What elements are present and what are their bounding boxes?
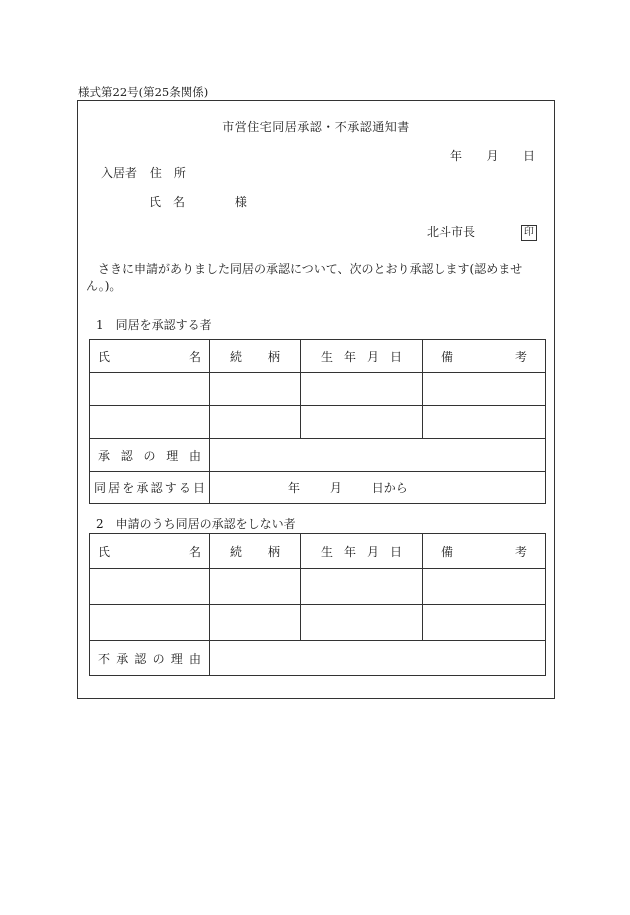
section1-header-row: [90, 340, 546, 373]
section2-header-row: [90, 534, 546, 569]
header-remarks-char: 備: [441, 544, 454, 559]
table-row: [90, 569, 546, 605]
header-remarks-char: 考: [514, 349, 527, 364]
header-birthdate-char: 生: [321, 349, 334, 364]
document-title: 市営住宅同居承認・不承認通知書: [222, 120, 410, 134]
reason-char: 理: [166, 448, 179, 463]
header-relationship-char: 続: [230, 349, 243, 364]
section2-table: [89, 533, 546, 676]
reason-char: 不: [98, 651, 111, 666]
year-label: 年: [450, 149, 463, 163]
approval-reason-row: [90, 439, 546, 472]
table-row: [90, 406, 546, 439]
header-relationship-char: 柄: [267, 544, 280, 559]
header-name: [90, 340, 210, 373]
date-label-char: を: [122, 481, 135, 495]
approval-month-label: 月: [329, 481, 342, 495]
approval-date-row: [90, 472, 546, 504]
resident-address-row: [101, 164, 186, 181]
birthdate-cell[interactable]: [301, 406, 423, 439]
section1-table: [89, 339, 546, 504]
disapproval-reason-value[interactable]: [210, 641, 546, 676]
header-birthdate-char: 日: [389, 349, 402, 364]
birthdate-cell[interactable]: [301, 569, 423, 605]
header-name-char: 名: [188, 544, 201, 559]
section1-heading: 1 同居を承認する者: [96, 318, 212, 332]
header-name-char: 名: [188, 349, 201, 364]
relationship-cell[interactable]: [210, 406, 301, 439]
date-label-char: 同: [94, 481, 107, 495]
date-label-char: 承: [136, 481, 149, 495]
name-cell[interactable]: [90, 406, 210, 439]
approval-day-from-label: 日から: [371, 481, 408, 495]
header-relationship: [210, 534, 301, 569]
remarks-cell[interactable]: [423, 406, 546, 439]
table-row: [90, 373, 546, 406]
remarks-cell[interactable]: [423, 569, 546, 605]
reason-char: 認: [120, 448, 133, 463]
approval-year-label: 年: [288, 481, 301, 495]
header-birthdate-char: 年: [343, 349, 356, 364]
section2-heading: 2 申請のうち同居の承認をしない者: [96, 517, 296, 531]
approval-reason-value[interactable]: [210, 439, 546, 472]
header-birthdate-char: 年: [343, 544, 356, 559]
approval-date-label: [90, 472, 210, 504]
issuer-row: [427, 223, 537, 241]
resident-name-row: [149, 193, 247, 210]
date-label-char: 居: [108, 481, 121, 495]
header-remarks-char: 考: [514, 544, 527, 559]
relationship-cell[interactable]: [210, 373, 301, 406]
table-row: [90, 605, 546, 641]
disapproval-reason-label: [90, 641, 210, 676]
header-remarks: [423, 340, 546, 373]
header-name-char: 氏: [98, 349, 111, 364]
header-relationship-char: 続: [230, 544, 243, 559]
birthdate-cell[interactable]: [301, 605, 423, 641]
disapproval-reason-row: [90, 641, 546, 676]
approval-reason-label: [90, 439, 210, 472]
reason-char: 由: [188, 651, 201, 666]
reason-char: 承: [116, 651, 129, 666]
header-birthdate-char: 月: [366, 544, 379, 559]
relationship-cell[interactable]: [210, 569, 301, 605]
relationship-cell[interactable]: [210, 605, 301, 641]
header-remarks: [423, 534, 546, 569]
date-label-char: 日: [192, 481, 205, 495]
notice-frame: [77, 100, 555, 699]
seal-mark: 印: [521, 225, 537, 241]
header-relationship-char: 柄: [267, 349, 280, 364]
reason-char: 由: [188, 448, 201, 463]
resident-label: 入居者: [101, 166, 138, 180]
address-label: 住 所: [149, 166, 186, 180]
header-name: [90, 534, 210, 569]
name-cell[interactable]: [90, 569, 210, 605]
remarks-cell[interactable]: [423, 373, 546, 406]
name-cell[interactable]: [90, 605, 210, 641]
name-cell[interactable]: [90, 373, 210, 406]
honorific-label: 様: [234, 195, 247, 209]
header-relationship: [210, 340, 301, 373]
reason-char: の: [143, 448, 156, 463]
header-birthdate-char: 月: [366, 349, 379, 364]
date-label-char: 認: [150, 481, 163, 495]
month-label: 月: [486, 149, 499, 163]
header-birthdate: [301, 340, 423, 373]
date-row: [450, 147, 535, 164]
notice-body-text: さきに申請がありました同居の承認について、次のとおり承認します(認めません。)。: [86, 262, 523, 293]
issuer-name: 北斗市長: [427, 225, 476, 239]
header-birthdate-char: 生: [321, 544, 334, 559]
name-label: 氏 名: [149, 195, 186, 209]
header-remarks-char: 備: [441, 349, 454, 364]
date-label-char: る: [178, 481, 191, 495]
header-birthdate-char: 日: [389, 544, 402, 559]
remarks-cell[interactable]: [423, 605, 546, 641]
birthdate-cell[interactable]: [301, 373, 423, 406]
date-label-char: す: [164, 481, 177, 495]
form-number-label: 様式第22号(第25条関係): [78, 85, 209, 99]
header-name-char: 氏: [98, 544, 111, 559]
approval-date-value[interactable]: [210, 472, 546, 504]
reason-char: 承: [98, 448, 111, 463]
reason-char: 理: [170, 651, 183, 666]
header-birthdate: [301, 534, 423, 569]
reason-char: 認: [134, 651, 147, 666]
reason-char: の: [152, 651, 165, 666]
day-label: 日: [522, 149, 535, 163]
